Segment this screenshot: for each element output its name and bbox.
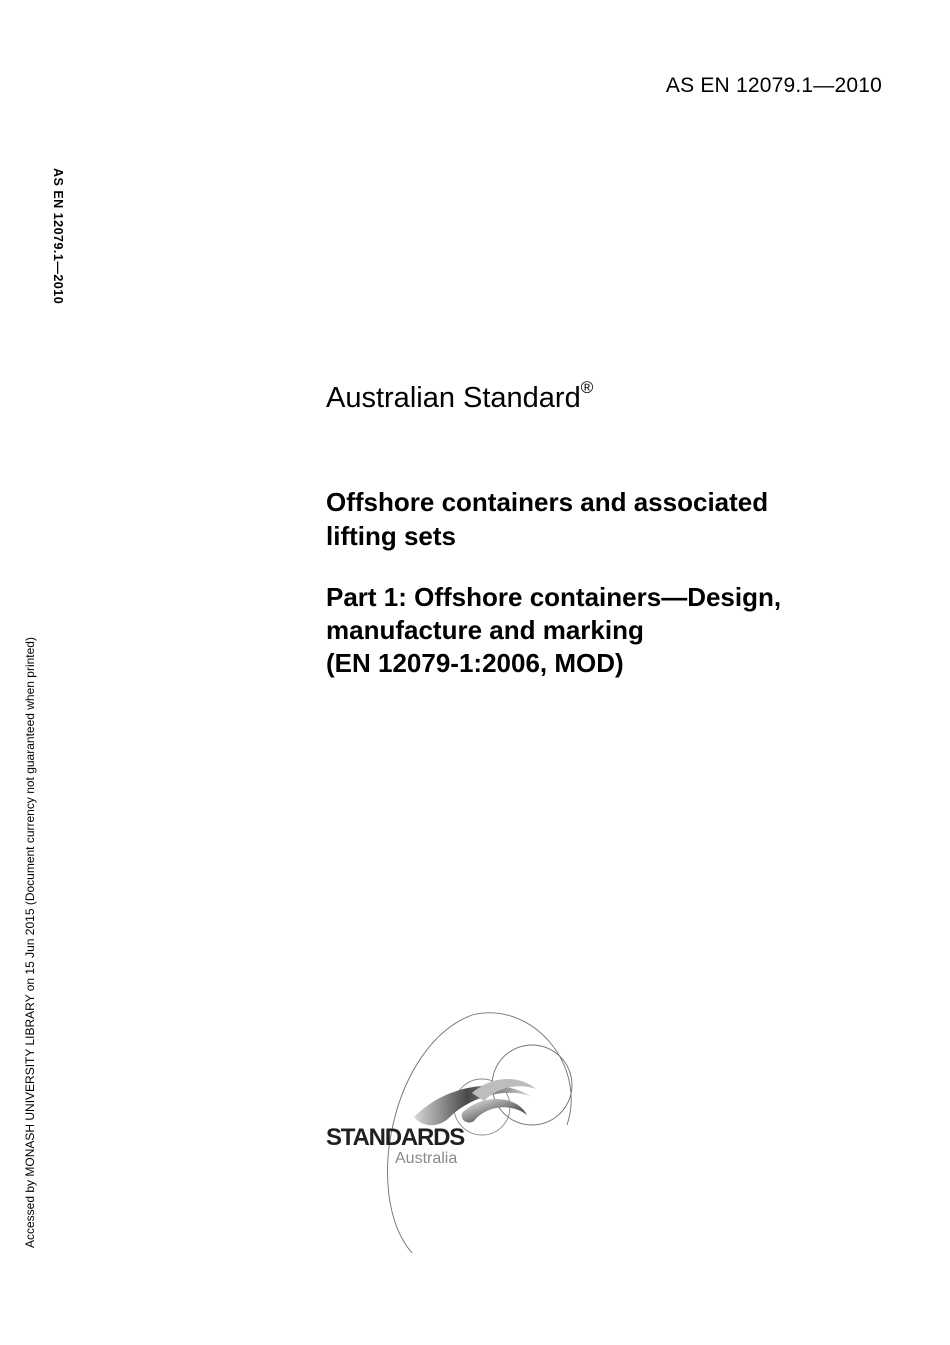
part-title — [326, 581, 906, 680]
standard-type-heading — [326, 378, 594, 415]
part-title-line: (EN 12079-1:2006, MOD) — [326, 648, 624, 678]
spine-document-number: AS EN 12079.1—2010 — [51, 168, 65, 305]
title-line: lifting sets — [326, 521, 457, 551]
part-title-line: manufacture and marking — [326, 615, 644, 645]
part-title-line: Part 1: Offshore containers—Design, — [326, 582, 782, 612]
document-title — [326, 485, 886, 553]
logo-wordmark: STANDARDS — [326, 1124, 465, 1151]
document-number-header: AS EN 12079.1—2010 — [665, 74, 882, 97]
access-notice: Accessed by MONASH UNIVERSITY LIBRARY on 15 Jun 2015 (Document currency not guaranteed when printed) — [23, 637, 37, 1248]
logo-swoosh-inner — [462, 1099, 527, 1123]
registered-mark: ® — [580, 378, 594, 397]
title-line: Offshore containers and associated — [326, 487, 769, 517]
standard-type-label: Australian Standard — [326, 382, 581, 414]
logo-subtitle: Australia — [395, 1150, 458, 1167]
